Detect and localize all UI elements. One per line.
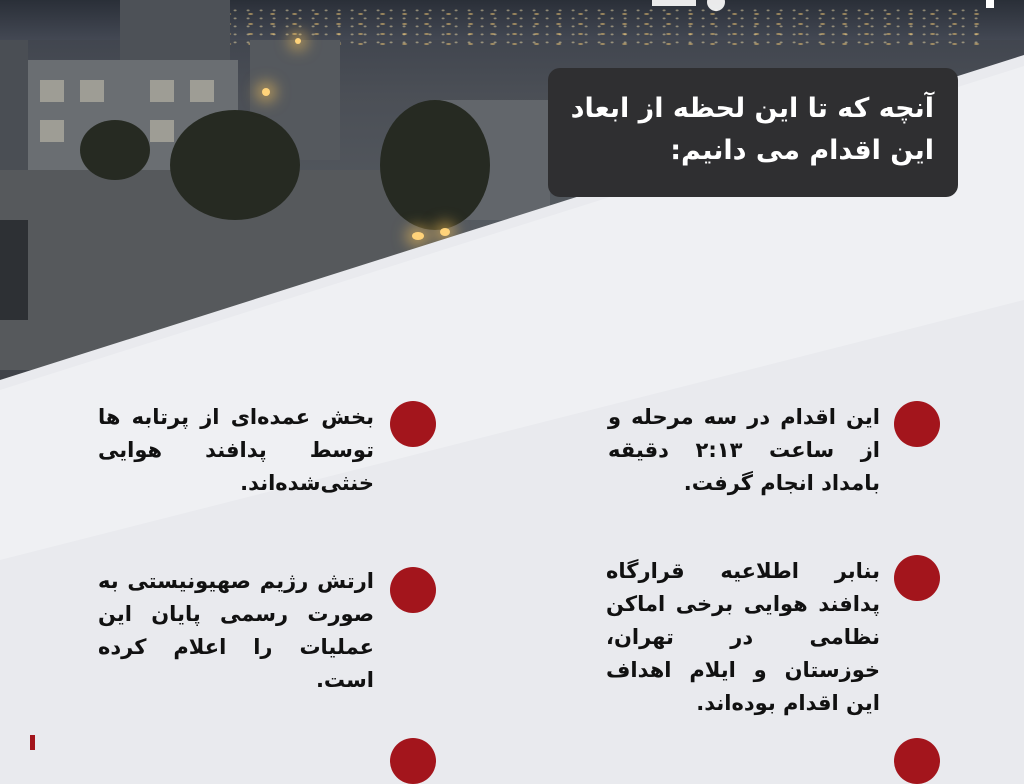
headline-line-1: آنچه که تا این لحظه از ابعاد [570,93,934,124]
headline-box [548,68,958,197]
item-stages: این اقدام در سه مرحله و از ساعت ۲:۱۳ دقیقه بامداد انجام گرفت. [608,405,880,495]
headline-line-2: این اقدام می دانیم: [670,135,934,166]
item-intercepted: بخش عمده‌ای از پرتابه ها توسط پدافند هوایی خنثی‌شده‌اند. [98,405,374,495]
bullet-dot [894,401,940,447]
bullet-dot [390,401,436,447]
bullet-dot [390,738,436,784]
accent-bar [30,735,35,750]
item-end-announced: ارتش رژیم صهیونیستی به صورت رسمی پایان این عملیات را اعلام کرده است. [98,569,374,692]
item-targets: بنابر اطلاعیه قرارگاه پدافند هوایی برخی اماکن نظامی در تهران، خوزستان و ایلام اهداف این اقدام بوده‌اند. [606,559,880,715]
bullet-dot [894,738,940,784]
bullet-dot [894,555,940,601]
bullet-dot [390,567,436,613]
